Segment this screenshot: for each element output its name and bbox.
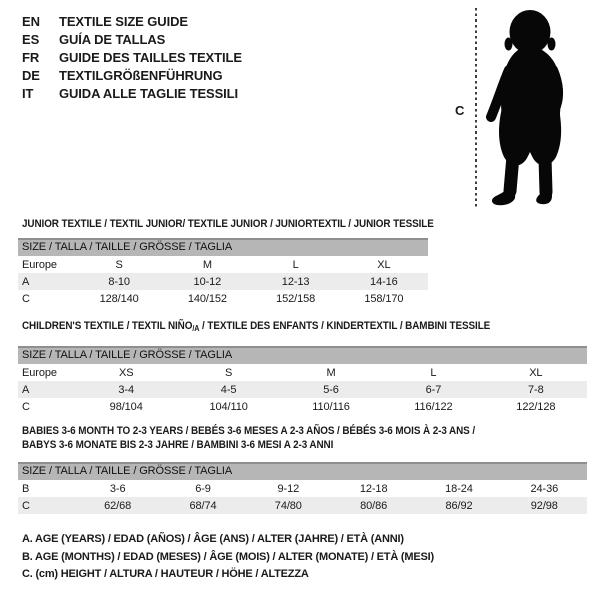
table-row [18,480,587,497]
height-measure-label: C [455,103,465,118]
cell: XL [529,366,543,379]
row-label: Europe [22,366,57,379]
cell: 3-4 [118,383,134,396]
footnote-b: B. AGE (MONTHS) / EDAD (MESES) / ÂGE (MOIS) / ALTER (MONATE) / ETÀ (MESI) [22,550,434,563]
cell: 80/86 [360,499,388,512]
cell: XS [118,366,134,379]
footnote-c: C. (cm) HEIGHT / ALTURA / HAUTEUR / HÖHE / ALTEZZA [22,568,309,580]
footnotes [22,531,434,584]
language-title-block [22,12,242,102]
lang-code: EN [22,13,40,29]
row-label: B [22,482,30,495]
lang-title: GUÍA DE TALLAS [59,31,166,47]
babies-title-line1: BABIES 3-6 MONTH TO 2-3 YEARS / BEBÉS 3-6 MESES A 2-3 AÑOS / BÉBÉS 3-6 MOIS À 2-3 ANS / [22,425,475,437]
table-row [18,398,587,415]
babies-size-table [18,462,587,514]
cell: 18-24 [445,482,473,495]
lang-code: DE [22,67,40,83]
cell: XL [377,258,391,271]
table-row [18,256,428,273]
cell: L [430,366,437,379]
cell: 8-10 [108,275,130,288]
cell: 4-5 [220,383,237,396]
cell: 74/80 [274,499,302,512]
lang-code: ES [22,31,40,47]
cell: L [292,258,299,271]
size-header-bar: SIZE / TALLA / TAILLE / GRÖSSE / TAGLIA [18,346,587,364]
lang-row-it [22,84,242,102]
lang-title: TEXTILGRÖßENFÜHRUNG [59,67,223,83]
cell: 3-6 [109,482,126,495]
children-table-title [22,319,490,336]
title-subscript: /A [192,324,200,333]
cell: S [115,258,123,271]
cell: 140/152 [187,292,227,305]
title-rest: / TEXTILE DES ENFANTS / KINDERTEXTIL / BAMBINI TESSILE [199,320,491,332]
table-row [18,497,587,514]
cell: 68/74 [189,499,217,512]
cell: 128/140 [99,292,139,305]
row-label: A [22,383,30,396]
cell: 24-36 [530,482,559,495]
cell: 12-13 [281,275,310,288]
cell: 9-12 [277,482,300,495]
cell: 6-7 [425,383,442,396]
row-label: A [22,275,30,288]
cell: 6-9 [195,482,211,495]
cell: 10-12 [193,275,222,288]
lang-title: GUIDA ALLE TAGLIE TESSILI [59,85,239,101]
row-label: C [22,292,30,305]
lang-title: TEXTILE SIZE GUIDE [59,13,188,29]
lang-row-es [22,30,242,48]
lang-code: IT [22,85,34,101]
height-dashed-line [475,8,477,207]
lang-title: GUIDE DES TAILLES TEXTILE [59,49,242,65]
junior-size-table [18,238,428,307]
table-row [18,364,587,381]
title-main: CHILDREN'S TEXTILE / TEXTIL NIÑO [22,320,193,332]
table-row [18,273,428,290]
cell: 92/98 [530,499,558,512]
babies-table-title [22,424,475,452]
cell: 5-6 [323,383,339,396]
table-row [18,381,587,398]
lang-code: FR [22,49,40,65]
footnote-a: A. AGE (YEARS) / EDAD (AÑOS) / ÂGE (ANS) / ALTER (JAHRE) / ETÀ (ANNI) [22,533,404,545]
cell: 110/116 [312,400,350,413]
size-header-bar: SIZE / TALLA / TAILLE / GRÖSSE / TAGLIA [18,238,428,256]
cell: 14-16 [370,275,398,288]
lang-row-en [22,12,242,30]
cell: 116/122 [414,400,453,413]
toddler-silhouette-icon [482,8,597,210]
babies-title-line2: BABYS 3-6 MONATE BIS 2-3 JAHRE / BAMBINI 3-6 MESI A 2-3 ANNI [22,439,334,451]
row-label: Europe [22,258,57,271]
lang-row-de [22,66,242,84]
lang-row-fr [22,48,242,66]
table-row [18,290,428,307]
row-label: C [22,400,30,413]
cell: M [202,258,212,271]
cell: 158/170 [364,292,404,305]
cell: 104/110 [209,400,248,413]
cell: 152/158 [276,292,316,305]
children-size-table [18,346,587,415]
cell: 7-8 [528,383,544,396]
cell: 62/68 [104,499,132,512]
cell: 12-18 [359,482,388,495]
row-label: C [22,499,30,512]
size-header-bar: SIZE / TALLA / TAILLE / GRÖSSE / TAGLIA [18,462,587,480]
cell: 122/128 [516,400,556,413]
cell: S [224,366,233,379]
cell: 86/92 [445,499,473,512]
cell: M [326,366,336,379]
junior-table-title: JUNIOR TEXTILE / TEXTIL JUNIOR/ TEXTILE JUNIOR / JUNIORTEXTIL / JUNIOR TESSILE [22,218,434,230]
cell: 98/104 [109,400,143,413]
